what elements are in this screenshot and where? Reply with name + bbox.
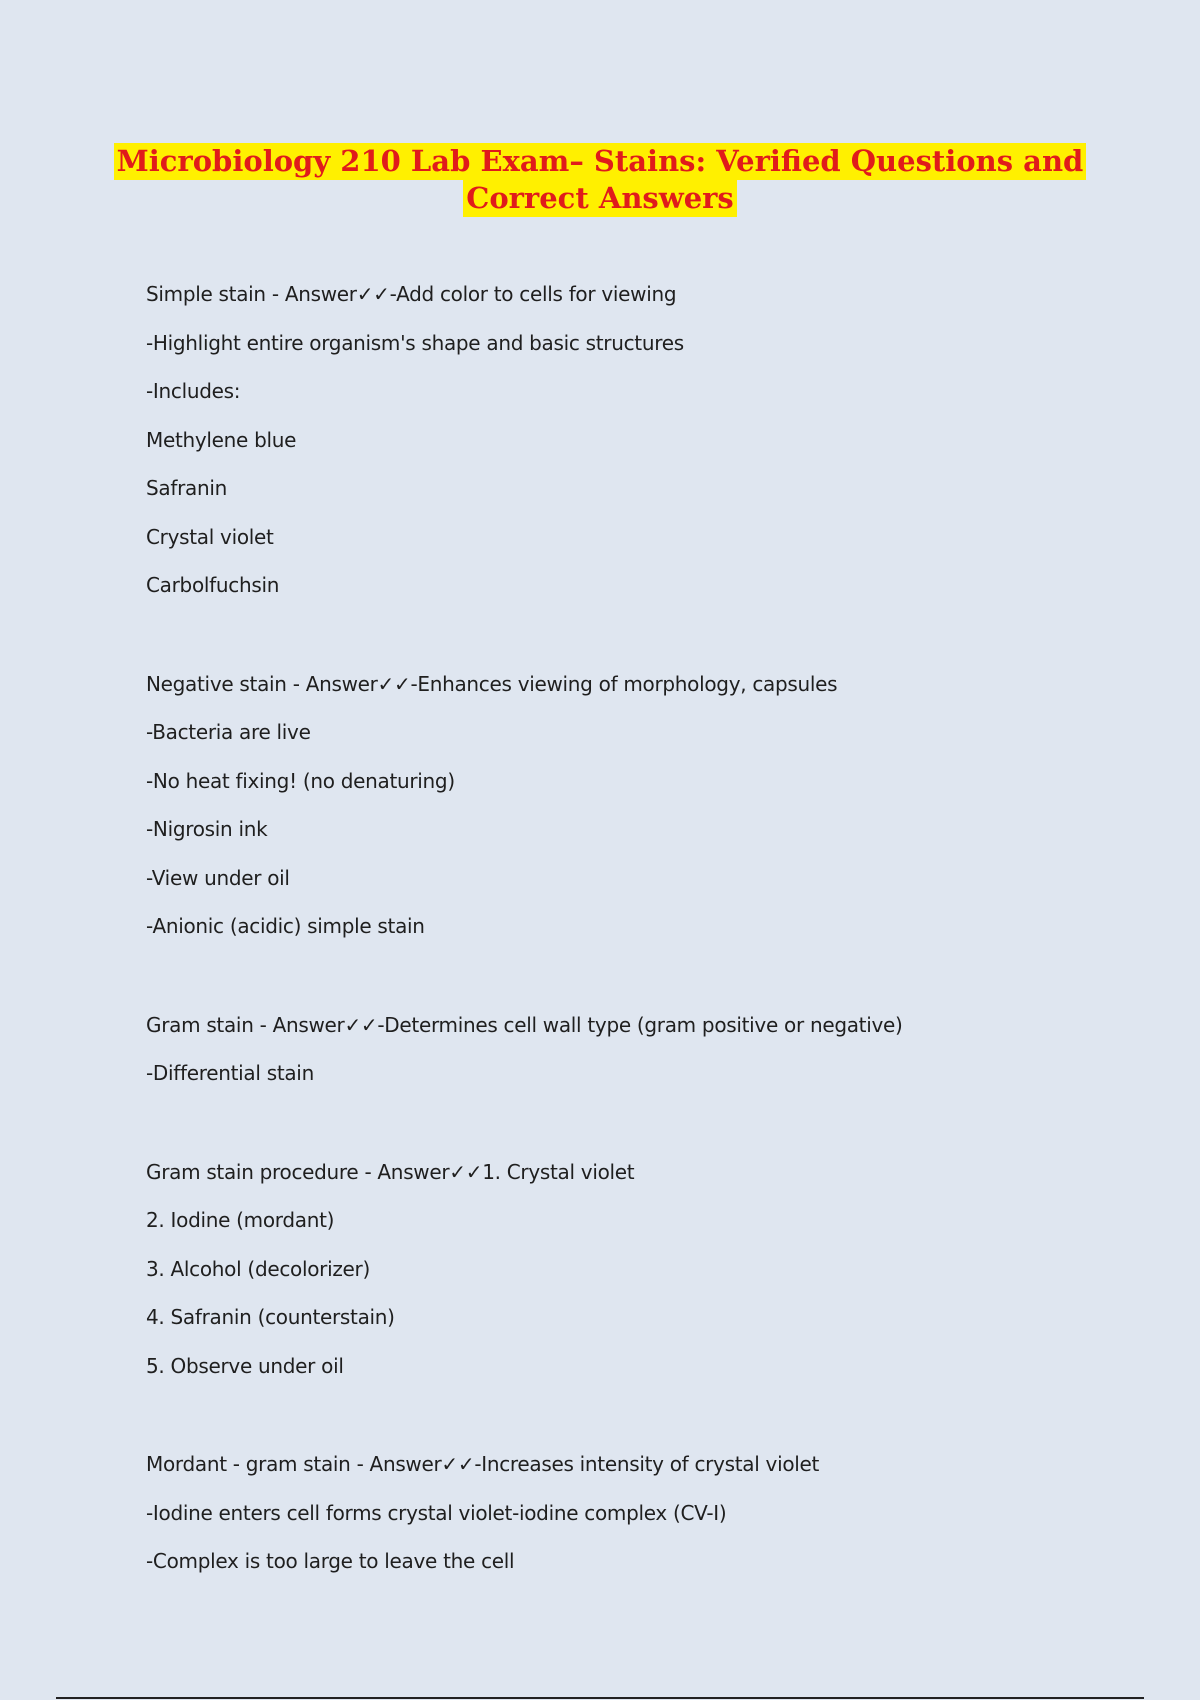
qa-entry-gram-stain-procedure [146,1158,1146,1401]
entry-line: Mordant - gram stain - Answer✓✓-Increases intensity of crystal violet [146,1452,820,1476]
entry-line: -Differential stain [146,1061,314,1085]
entry-line: -View under oil [146,865,290,890]
qa-entry-negative-stain [146,670,1146,961]
qa-entry-simple-stain [146,280,1146,620]
entry-line: -Nigrosin ink [146,817,268,841]
qa-list [146,280,1146,1646]
entry-line: Crystal violet [146,524,274,549]
document-title [0,143,1200,217]
entry-line: 2. Iodine (mordant) [146,1208,335,1232]
entry-line: Gram stain - Answer✓✓-Determines cell wall type (gram positive or negative) [146,1012,903,1037]
entry-line: -Complex is too large to leave the cell [146,1549,515,1573]
entry-line: Safranin [146,476,227,500]
page-bottom-rule [56,1697,1144,1699]
entry-line: Negative stain - Answer✓✓-Enhances viewing of morphology, capsules [146,671,838,696]
entry-line: -Iodine enters cell forms crystal violet-iodine complex (CV-I) [146,1500,727,1525]
entry-line: 5. Observe under oil [146,1353,344,1378]
entry-line: -Bacteria are live [146,720,311,744]
qa-entry-gram-stain [146,1011,1146,1108]
entry-line: -No heat fixing! (no denaturing) [146,768,455,793]
entry-line: Simple stain - Answer✓✓-Add color to cells for viewing [146,282,677,306]
entry-line: -Anionic (acidic) simple stain [146,914,425,938]
entry-line: Carbolfuchsin [146,573,280,597]
entry-line: Gram stain procedure - Answer✓✓1. Crystal violet [146,1159,635,1184]
title-line-2: Correct Answers [463,180,737,217]
entry-line: 4. Safranin (counterstain) [146,1305,395,1329]
entry-line: Methylene blue [146,427,297,452]
entry-line: 3. Alcohol (decolorizer) [146,1256,370,1281]
entry-line: -Includes: [146,379,241,403]
title-line-1: Microbiology 210 Lab Exam– Stains: Verified Questions and [114,143,1087,180]
entry-line: -Highlight entire organism's shape and basic structures [146,330,684,355]
qa-entry-mordant [146,1450,1146,1596]
